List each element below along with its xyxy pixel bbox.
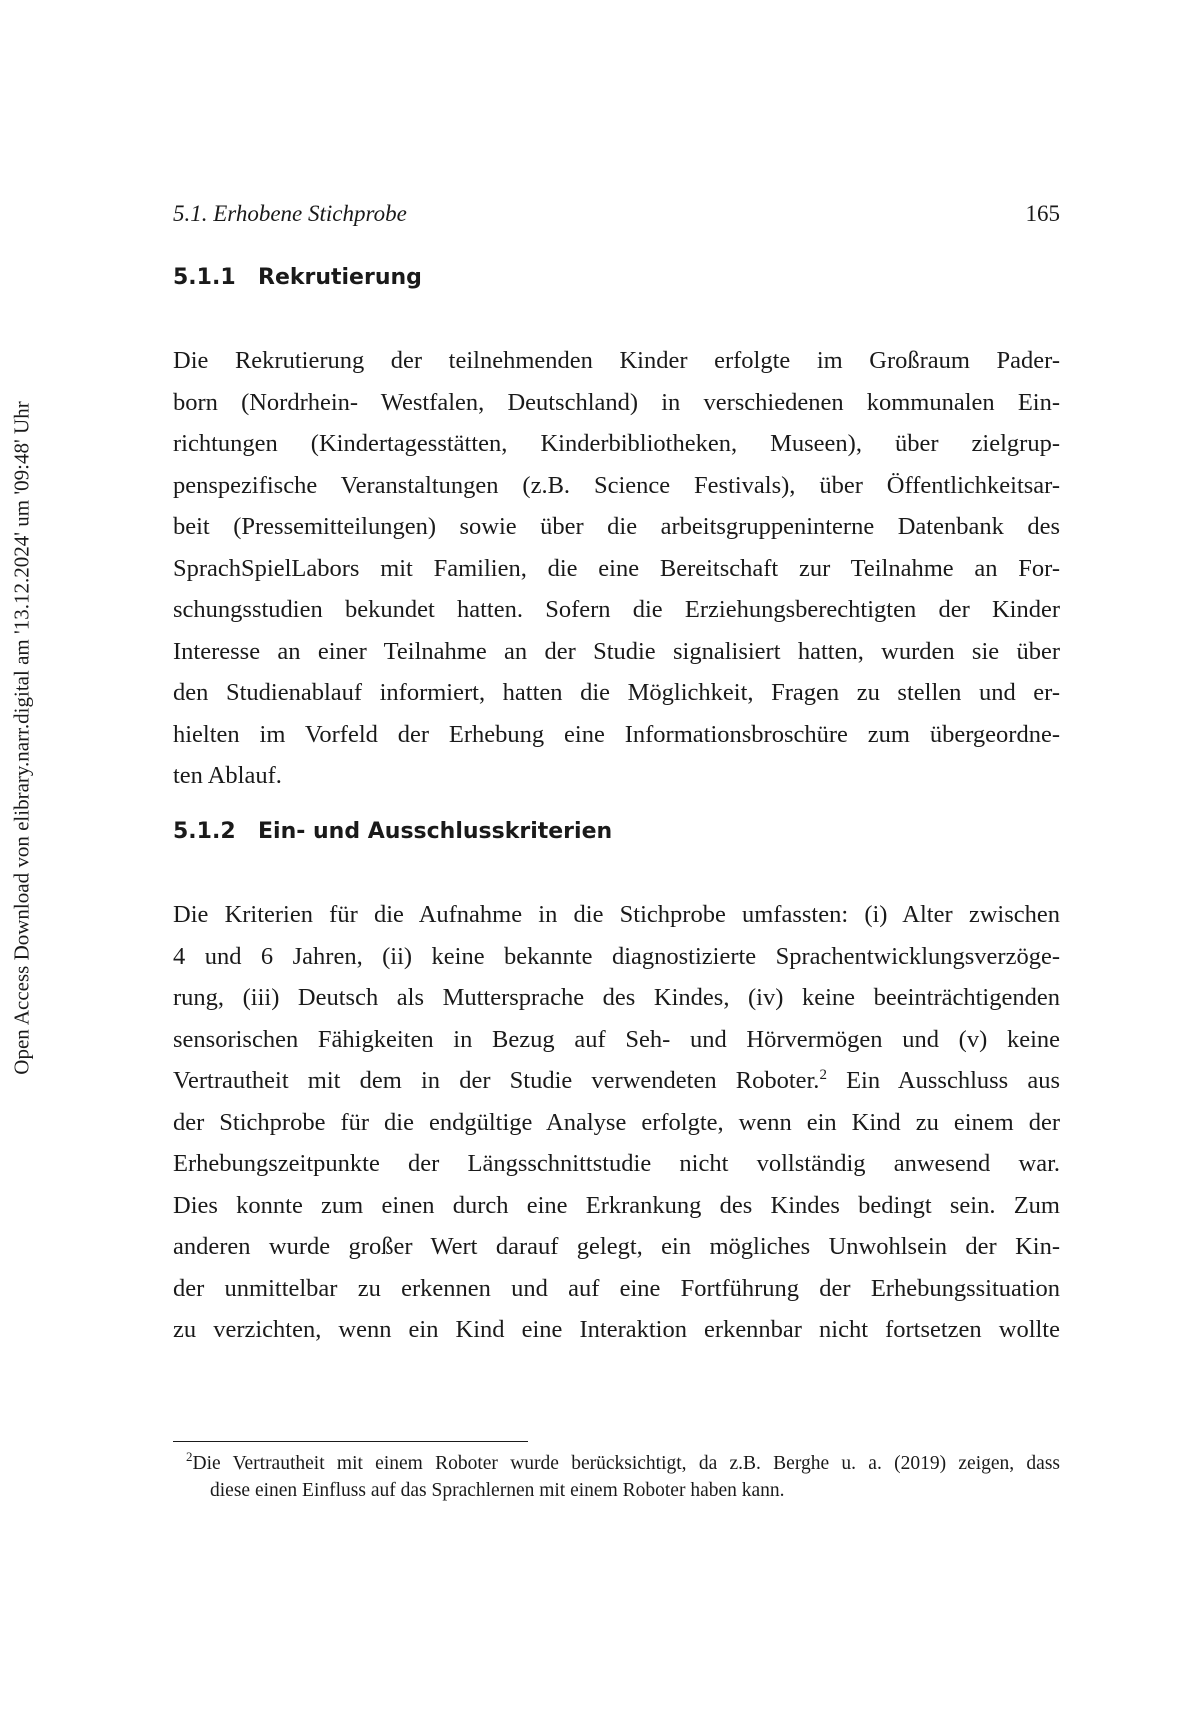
section-heading-rekrutierung [173,263,422,293]
footnote-divider [173,1441,528,1442]
section-title: Ein- und Ausschlusskriterien [258,819,613,844]
section-title: Rekrutierung [258,265,422,290]
section-heading-kriterien [173,817,612,847]
footnote-line: diese einen Einfluss auf das Sprachlernen mit einem Roboter haben kann. [210,1480,785,1501]
text-segment: Ein Ausschluss aus [826,1067,1061,1094]
section-number: 5.1.1 [173,265,236,290]
text-line: schungsstudien bekundet hatten. Sofern die Erziehungsberechtigten der Kinder [173,596,1060,623]
text-line: Erhebungszeitpunkte der Längsschnittstudie nicht vollständig anwesend war. [173,1150,1060,1177]
text-line: Interesse an einer Teilnahme an der Studie signalisiert hatten, wurden sie über [173,637,1060,665]
text-line: der Stichprobe für die endgültige Analyse erfolgte, wenn ein Kind zu einem der [173,1108,1060,1136]
text-line: ten Ablauf. [173,762,282,789]
paragraph-kriterien [173,894,1060,1351]
text-line: Dies konnte zum einen durch eine Erkrankung des Kindes bedingt sein. Zum [173,1191,1060,1219]
text-line: rung, (iii) Deutsch als Muttersprache des Kindes, (iv) keine beeinträchtigenden [173,984,1060,1011]
paragraph-rekrutierung [173,340,1060,797]
footnote-reference: 2 [819,1067,827,1083]
text-segment: Vertrautheit mit dem in der Studie verwendeten Roboter. [173,1067,820,1094]
text-line-with-footnote [173,1060,1060,1102]
text-line: der unmittelbar zu erkennen und auf eine Fortführung der Erhebungssituation [173,1274,1060,1302]
text-line: born (Nordrhein- Westfalen, Deutschland) in verschiedenen kommunalen Ein- [173,388,1060,416]
footnote-line [186,1450,1060,1477]
text-line: penspezifische Veranstaltungen (z.B. Science Festivals), über Öffentlichkeitsar- [173,471,1060,499]
footnote-text: Die Vertrautheit mit einem Roboter wurde berücksichtigt, da z.B. Berghe u. a. (2019) zeigen, dass [192,1453,1060,1474]
text-line: beit (Pressemitteilungen) sowie über die arbeitsgruppeninterne Datenbank des [173,513,1060,540]
text-line: SprachSpielLabors mit Familien, die eine Bereitschaft zur Teilnahme an For- [173,554,1060,582]
text-line: 4 und 6 Jahren, (ii) keine bekannte diagnostizierte Sprachentwicklungsverzöge- [173,942,1060,970]
download-notice-text: Open Access Download von elibrary.narr.digital am '13.12.2024' um '09:48' Uhr [9,401,34,1075]
text-line: anderen wurde großer Wert darauf gelegt, ein mögliches Unwohlsein der Kin- [173,1233,1060,1260]
footnote-mark: 2 [186,1449,193,1464]
running-head [173,199,1060,229]
text-line: zu verzichten, wenn ein Kind eine Interaktion erkennbar nicht fortsetzen wollte [173,1316,1060,1343]
text-line: richtungen (Kindertagesstätten, Kinderbibliotheken, Museen), über zielgrup- [173,430,1060,457]
text-line: hielten im Vorfeld der Erhebung eine Informationsbroschüre zum übergeordne- [173,720,1060,748]
footnote [186,1450,1060,1504]
text-line: Die Kriterien für die Aufnahme in die Stichprobe umfassten: (i) Alter zwischen [173,901,1060,928]
text-line: sensorischen Fähigkeiten in Bezug auf Seh- und Hörvermögen und (v) keine [173,1025,1060,1053]
section-number: 5.1.2 [173,819,236,844]
text-line: den Studienablauf informiert, hatten die Möglichkeit, Fragen zu stellen und er- [173,679,1060,706]
page-number: 165 [1025,201,1060,226]
running-head-section: 5.1. Erhobene Stichprobe [173,201,407,226]
text-line: Die Rekrutierung der teilnehmenden Kinder erfolgte im Großraum Pader- [173,347,1060,374]
